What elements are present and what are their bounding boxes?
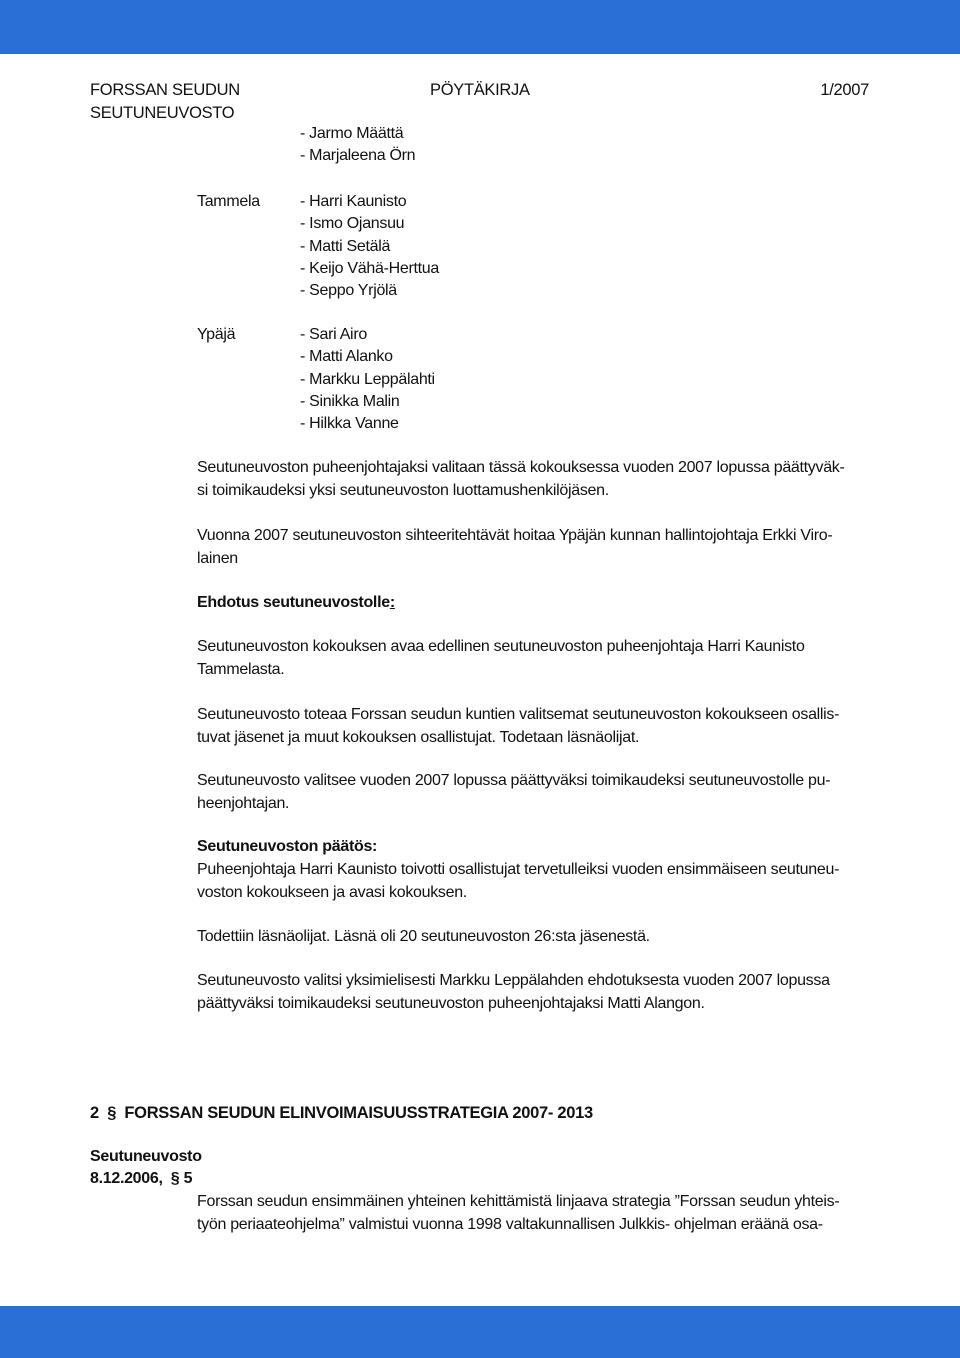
bottom-color-band <box>0 1306 960 1358</box>
paragraph-meeting-opening <box>197 636 869 681</box>
list-item: - Hilkka Vanne <box>300 415 399 433</box>
list-item: - Markku Leppälahti <box>300 370 435 388</box>
paragraph-chair-election <box>197 457 869 502</box>
document-number: 1/2007 <box>820 81 869 99</box>
list-item: - Ismo Ojansuu <box>300 215 405 233</box>
paragraph-chair-elected <box>197 970 869 1015</box>
paragraph-line: työn periaateohjelma” valmistui vuonna 1998 valtakunnallisen Julkkis- ohjelman eräänä osa- <box>197 1215 823 1233</box>
paragraph-line: tuvat jäsenet ja muut kokouksen osallistujat. Todetaan läsnäolijat. <box>197 728 640 746</box>
paragraph-secretary <box>197 525 869 570</box>
paragraph-strategy-intro <box>197 1191 869 1236</box>
paragraph-line: Seutuneuvosto toteaa Forssan seudun kuntien valitsemat seutuneuvoston kokoukseen osallis- <box>197 706 840 723</box>
paragraph-line: Vuonna 2007 seutuneuvoston sihteeritehtävät hoitaa Ypäjän kunnan hallintojohtaja Erkki Viro- <box>197 527 833 544</box>
reference-date: 8.12.2006, <box>90 1170 163 1187</box>
paragraph-line: Seutuneuvosto valitsi yksimielisesti Markku Leppälahden ehdotuksesta vuoden 2007 lopussa <box>197 972 830 989</box>
list-item: - Matti Alanko <box>300 348 393 366</box>
paragraph-line: Seutuneuvoston kokouksen avaa edellinen seutuneuvoston puheenjohtaja Harri Kaunisto <box>197 638 805 655</box>
list-item: - Keijo Vähä-Herttua <box>300 259 439 277</box>
proposal-heading-text: Ehdotus seutuneuvostolle <box>197 594 390 611</box>
paragraph-line: Seutuneuvoston puheenjohtajaksi valitaan tässä kokouksessa vuoden 2007 lopussa päättyväk- <box>197 459 845 476</box>
section-title: FORSSAN SEUDUN ELINVOIMAISUUSSTRATEGIA 2007- 2013 <box>124 1104 593 1122</box>
top-color-band <box>0 0 960 54</box>
reference-number: 5 <box>183 1170 193 1187</box>
list-item: - Sinikka Malin <box>300 392 400 410</box>
list-item: - Seppo Yrjölä <box>300 282 397 300</box>
document-header-org <box>90 79 240 125</box>
paragraph-line: Forssan seudun ensimmäinen yhteinen kehittämistä linjaava strategia ”Forssan seudun yhteis- <box>197 1193 840 1210</box>
section-heading <box>90 1102 593 1124</box>
list-item: - Sari Airo <box>300 326 367 343</box>
reference-date-line <box>90 1168 202 1190</box>
section-number: 2 <box>90 1104 99 1122</box>
municipality-label: Ypäjä <box>197 326 236 343</box>
proposal-heading <box>197 592 395 614</box>
paragraph-chair-proposal <box>197 770 869 815</box>
paragraph-line: heenjohtajan. <box>197 794 290 812</box>
list-item: - Marjaleena Örn <box>300 147 416 165</box>
paragraph-line: lainen <box>197 549 238 567</box>
paragraph-attendance-proposal <box>197 704 869 749</box>
list-item: - Harri Kaunisto <box>300 193 407 210</box>
paragraph-line: Seutuneuvosto valitsee vuoden 2007 lopussa päättyväksi toimikaudeksi seutuneuvostolle pu- <box>197 772 831 789</box>
section-reference <box>90 1146 202 1190</box>
paragraph-line: si toimikaudeksi yksi seutuneuvoston luottamushenkilöjäsen. <box>197 481 609 499</box>
reference-body: Seutuneuvosto <box>90 1148 202 1165</box>
org-name-line2: SEUTUNEUVOSTO <box>90 104 235 122</box>
paragraph-line: Tammelasta. <box>197 660 285 678</box>
paragraph-line: voston kokoukseen ja avasi kokouksen. <box>197 883 467 901</box>
member-list-tammela <box>300 191 439 302</box>
member-list-continued <box>300 123 415 168</box>
proposal-heading-colon: : <box>389 594 395 611</box>
list-item: - Jarmo Määttä <box>300 125 404 142</box>
municipality-label: Tammela <box>197 193 260 210</box>
list-item: - Matti Setälä <box>300 237 391 255</box>
reference-symbol: § <box>170 1170 180 1187</box>
paragraph-attendance: Todettiin läsnäolijat. Läsnä oli 20 seutuneuvoston 26:sta jäsenestä. <box>197 928 650 945</box>
section-symbol: § <box>107 1104 117 1122</box>
member-list-ypaja <box>300 324 435 435</box>
paragraph-line: päättyväksi toimikaudeksi seutuneuvoston puheenjohtajaksi Matti Alangon. <box>197 994 705 1012</box>
document-type: PÖYTÄKIRJA <box>430 81 530 99</box>
decision-heading: Seutuneuvoston päätös: <box>197 838 378 855</box>
paragraph-decision-opening <box>197 859 869 904</box>
paragraph-line: Puheenjohtaja Harri Kaunisto toivotti osallistujat tervetulleiksi vuoden ensimmäiseen seutuneu- <box>197 861 840 878</box>
org-name-line1: FORSSAN SEUDUN <box>90 81 240 99</box>
